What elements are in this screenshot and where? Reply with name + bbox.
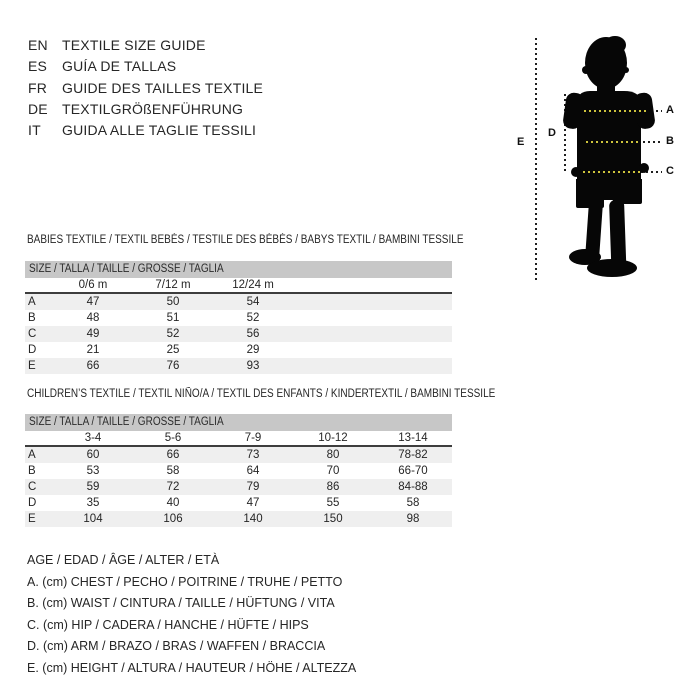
cell: 52: [246, 312, 260, 324]
guide-title-es: GUÍA DE TALLAS: [62, 58, 177, 75]
table-row: [25, 358, 452, 374]
legend-height: E. (cm) HEIGHT / ALTURA / HAUTEUR / HÖHE / ALTEZZA: [27, 660, 357, 675]
cell: 78-82: [398, 449, 428, 461]
cell: 104: [83, 513, 103, 525]
cell: 53: [86, 465, 100, 477]
language-code: ES: [28, 58, 48, 75]
cell: 66-70: [398, 465, 428, 477]
language-code: FR: [28, 79, 48, 96]
language-header-block: [28, 35, 263, 141]
cell: 49: [86, 328, 100, 340]
column-header: 12/24 m: [232, 279, 274, 291]
cell: 140: [243, 513, 263, 525]
legend-chest: A. (cm) CHEST / PECHO / POITRINE / TRUHE / PETTO: [27, 574, 343, 589]
row-label: D: [28, 344, 37, 356]
child-silhouette: [555, 30, 655, 282]
row-label: D: [28, 497, 37, 509]
measure-label-a: A: [666, 104, 674, 116]
guide-title-it: GUIDA ALLE TAGLIE TESSILI: [62, 122, 257, 139]
row-label: E: [28, 360, 36, 372]
language-row: [28, 99, 263, 120]
children-column-headers: [25, 431, 452, 447]
column-header: 5-6: [164, 432, 182, 444]
legend-age: AGE / EDAD / ÂGE / ALTER / ETÀ: [27, 553, 220, 567]
cell: 52: [166, 328, 180, 340]
language-row: [28, 35, 263, 56]
row-label: A: [28, 296, 36, 308]
column-header: 10-12: [318, 432, 348, 444]
legend-waist: B. (cm) WAIST / CINTURA / TAILLE / HÜFTUNG / VITA: [27, 596, 335, 611]
cell: 40: [166, 497, 180, 509]
cell: 84-88: [398, 481, 428, 493]
table-row: [25, 294, 452, 310]
column-header: 13-14: [398, 432, 428, 444]
waist-measure-line-body: [586, 141, 638, 143]
table-row: [25, 463, 452, 479]
cell: 72: [166, 481, 180, 493]
cell: 58: [406, 497, 420, 509]
cell: 70: [326, 465, 340, 477]
row-label: C: [28, 328, 37, 340]
legend-hip: C. (cm) HIP / CADERA / HANCHE / HÜFTE / HIPS: [27, 617, 309, 632]
measure-label-d: D: [548, 127, 556, 139]
table-row: [25, 495, 452, 511]
cell: 66: [86, 360, 100, 372]
cell: 50: [166, 296, 180, 308]
column-header: 7/12 m: [155, 279, 191, 291]
cell: 60: [86, 449, 100, 461]
cell: 47: [86, 296, 100, 308]
guide-title-de: TEXTILGRÖßENFÜHRUNG: [62, 100, 244, 117]
babies-column-headers: [25, 278, 452, 294]
row-label: E: [28, 513, 36, 525]
babies-table-title: BABIES TEXTILE / TEXTIL BEBÉS / TESTILE DES BÉBÉS / BABYS TEXTIL / BAMBINI TESSILE: [27, 234, 464, 246]
row-label: B: [28, 312, 36, 324]
cell: 59: [86, 481, 100, 493]
language-code: EN: [28, 37, 48, 53]
children-size-table: [25, 414, 452, 527]
legend-arm: D. (cm) ARM / BRAZO / BRAS / WAFFEN / BRACCIA: [27, 639, 326, 654]
cell: 106: [163, 513, 183, 525]
language-row: [28, 56, 263, 77]
cell: 73: [246, 449, 260, 461]
cell: 80: [326, 449, 340, 461]
guide-title-fr: GUIDE DES TAILLES TEXTILE: [62, 79, 264, 96]
cell: 76: [166, 360, 180, 372]
table-row: [25, 479, 452, 495]
language-row: [28, 120, 263, 141]
cell: 55: [326, 497, 340, 509]
language-code: DE: [28, 100, 48, 117]
children-table-title: CHILDREN’S TEXTILE / TEXTIL NIÑO/A / TEXTIL DES ENFANTS / KINDERTEXTIL / BAMBINI TESSILE: [27, 388, 496, 400]
cell: 66: [166, 449, 180, 461]
language-row: [28, 78, 263, 99]
row-label: C: [28, 481, 37, 493]
table-row: [25, 310, 452, 326]
size-header-bar: SIZE / TALLA / TAILLE / GRÖSSE / TAGLIA: [25, 261, 452, 278]
cell: 56: [246, 328, 260, 340]
column-header: 3-4: [84, 432, 102, 444]
cell: 150: [323, 513, 343, 525]
cell: 54: [246, 296, 260, 308]
measure-label-e: E: [517, 136, 525, 148]
chest-measure-line-body: [584, 110, 646, 112]
babies-size-table: [25, 261, 452, 374]
cell: 86: [326, 481, 340, 493]
row-label: A: [28, 449, 36, 461]
cell: 58: [166, 465, 180, 477]
row-label: B: [28, 465, 36, 477]
cell: 48: [86, 312, 100, 324]
cell: 93: [246, 360, 260, 372]
measurement-legend: [27, 550, 356, 680]
measure-label-b: B: [666, 135, 674, 147]
table-row: [25, 342, 452, 358]
cell: 79: [246, 481, 260, 493]
cell: 21: [86, 344, 100, 356]
cell: 51: [166, 312, 180, 324]
cell: 98: [406, 513, 420, 525]
column-header: 7-9: [244, 432, 262, 444]
table-row: [25, 326, 452, 342]
cell: 29: [246, 344, 260, 356]
size-header-bar: SIZE / TALLA / TAILLE / GRÖSSE / TAGLIA: [25, 414, 452, 431]
table-row: [25, 511, 452, 527]
cell: 25: [166, 344, 180, 356]
table-row: [25, 447, 452, 463]
height-measure-line: [535, 38, 537, 282]
cell: 64: [246, 465, 260, 477]
language-code: IT: [28, 122, 41, 139]
cell: 35: [86, 497, 100, 509]
cell: 47: [246, 497, 260, 509]
measure-label-c: C: [666, 165, 674, 177]
guide-title-en: TEXTILE SIZE GUIDE: [62, 37, 206, 53]
column-header: 0/6 m: [78, 279, 108, 291]
hip-measure-line-body: [583, 171, 641, 173]
